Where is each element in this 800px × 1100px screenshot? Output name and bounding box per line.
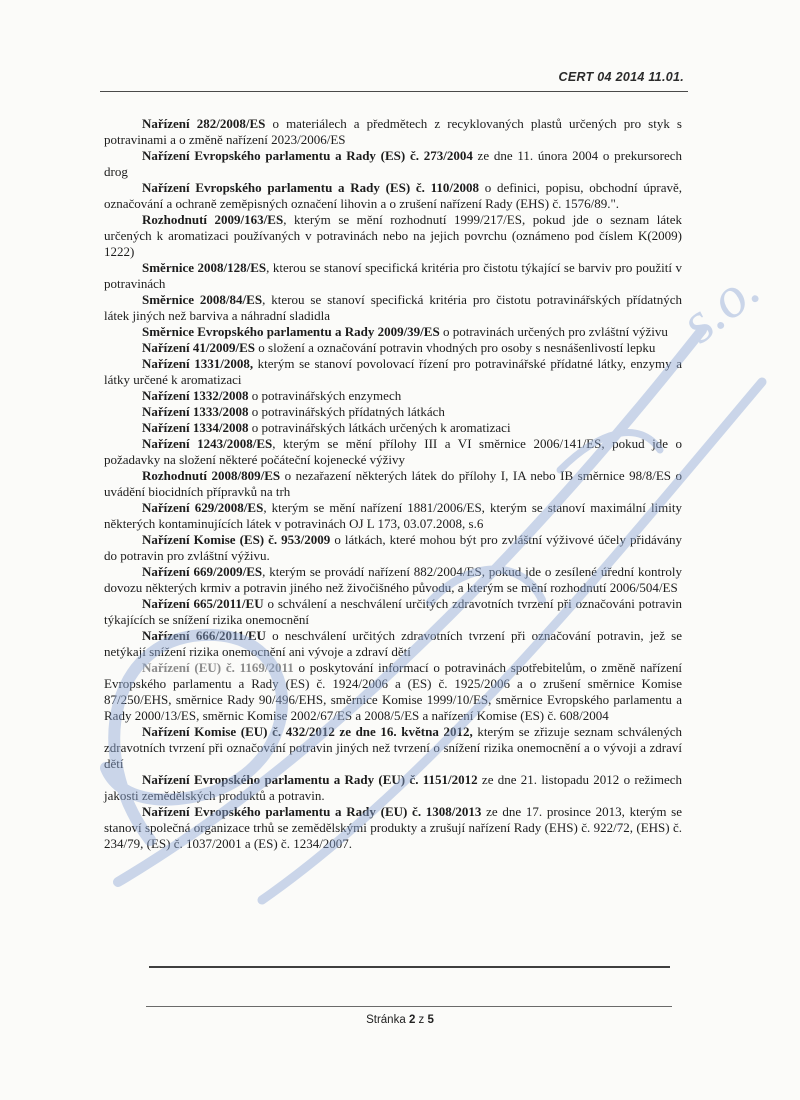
footer-total-pages: 5 [427, 1014, 434, 1026]
regulation-paragraph [104, 340, 682, 356]
regulation-ref: Směrnice Evropského parlamentu a Rady 2009/39/ES [142, 324, 440, 339]
regulation-text: , kterým se provádí nařízení 882/2004/ES, pokud jde o zesílené úřední kontroly dovozu některých krmiv a potravin jiného než živočišného původu, a kterým se mění rozhodnutí 2006/504/ES [104, 564, 682, 595]
regulation-text: o potravinách určených pro zvláštní výživu [439, 324, 668, 339]
regulation-paragraph [104, 804, 682, 852]
stamp-text-fragment: s.o. [667, 254, 772, 356]
regulation-paragraph [104, 724, 682, 772]
regulation-text: o potravinářských látkách určených k aromatizaci [248, 420, 511, 435]
regulation-text: ze dne 17. prosince 2013, kterým se stanoví společná organizace trhů se zemědělskými produkty a zrušují nařízení Rady (EHS) č. 922/72, (EHS) č. 234/79, (ES) č. 1037/2001 a (ES) č. 1234/2007. [104, 804, 682, 851]
regulation-paragraph [104, 596, 682, 628]
regulation-ref: Rozhodnutí 2009/163/ES [142, 212, 284, 227]
regulation-ref: Nařízení 41/2009/ES [142, 340, 256, 355]
regulation-ref: Nařízení 1334/2008 [142, 420, 249, 435]
regulation-paragraph [104, 292, 682, 324]
regulation-paragraph [104, 212, 682, 260]
regulation-paragraph [104, 532, 682, 564]
header-doc-code: CERT 04 2014 11.01. [558, 70, 684, 84]
regulation-text: o potravinářských přídatných látkách [248, 404, 445, 419]
regulation-text: , kterým se mění nařízení 1881/2006/ES, kterým se stanoví maximální limity některých kontaminujících látek v potravinách OJ L 173, 03.07.2008, s.6 [104, 500, 683, 531]
page-footer [0, 1014, 800, 1026]
regulation-text: o složení a označování potravin vhodných pro osoby s nesnášenlivostí lepku [255, 340, 656, 355]
regulation-paragraph [104, 260, 682, 292]
regulation-ref: Nařízení 1332/2008 [142, 388, 249, 403]
regulation-text: ze dne 21. listopadu 2012 o režimech jakosti zemědělských produktů a potravin. [104, 772, 682, 803]
regulation-text: o látkách, které mohou být pro zvláštní výživové účely přidávány do potravin pro zvláštní výživu. [104, 532, 682, 563]
regulation-paragraph [104, 116, 682, 148]
regulation-ref: Nařízení 1331/2008, [142, 356, 254, 371]
regulation-paragraph [104, 420, 682, 436]
regulation-ref: Nařízení Komise (ES) č. 953/2009 [142, 532, 331, 547]
regulation-text: o neschválení určitých zdravotních tvrzení při označování potravin, jež se netýkají snížení rizika onemocnění ani vývoje a zdraví dětí [104, 628, 682, 659]
regulation-ref: Nařízení 1243/2008/ES [142, 436, 273, 451]
regulation-text: o schválení a neschválení určitých zdravotních tvrzení při označováni potravin týkajících se snížení rizika onemocnění [104, 596, 683, 627]
footer-separator: z [418, 1014, 425, 1026]
regulation-text: o potravinářských enzymech [248, 388, 402, 403]
regulation-paragraph [104, 180, 682, 212]
regulation-paragraph [104, 628, 682, 660]
regulation-text: o definici, popisu, obchodní úpravě, označování a ochraně zeměpisných označení lihovin a o zrušení nařízení Rady (EHS) č. 1576/89.". [104, 180, 682, 211]
regulation-text: ze dne 11. února 2004 o prekursorech drog [104, 148, 682, 179]
regulation-paragraph [104, 660, 682, 724]
regulation-ref: Nařízení (EU) č. 1169/2011 [142, 660, 294, 675]
regulation-ref: Směrnice 2008/128/ES [142, 260, 267, 275]
regulation-paragraph [104, 436, 682, 468]
header-rule [100, 91, 688, 92]
regulation-text: kterým se stanoví povolovací řízení pro potravinářské přídatné látky, enzymy a látky určené k aromatizaci [104, 356, 682, 387]
regulation-text: , kterým se mění přílohy III a VI směrnice 2006/141/ES, pokud jde o požadavky na složení některé počáteční kojenecké výživy [104, 436, 683, 467]
regulation-text: kterým se zřizuje seznam schválených zdravotních tvrzení při označování potravin jiných než tvrzení o snížení rizika onemocnění a o vývoji a zdraví dětí [104, 724, 682, 771]
regulation-text: , kterou se stanoví specifická kritéria pro čistotu týkající se barviv pro použití v potravinách [104, 260, 682, 291]
regulation-ref: Nařízení Evropského parlamentu a Rady (ES) č. 110/2008 [142, 180, 480, 195]
regulation-text: , kterou se stanoví specifická kritéria pro čistotu potravinářských přídatných látek jiných než barviva a náhradní sladidla [104, 292, 683, 323]
regulation-text: o nezařazení některých látek do přílohy I, IA nebo IB směrnice 98/8/ES o uvádění biocidních přípravků na trh [104, 468, 682, 499]
regulation-ref: Nařízení Evropského parlamentu a Rady (EU) č. 1151/2012 [142, 772, 478, 787]
regulation-ref: Nařízení 666/2011/EU [142, 628, 266, 643]
regulation-paragraph [104, 500, 682, 532]
regulation-paragraph [104, 468, 682, 500]
regulation-ref: Rozhodnutí 2008/809/ES [142, 468, 281, 483]
regulation-paragraph [104, 148, 682, 180]
document-body [104, 116, 682, 852]
regulation-ref: Nařízení Evropského parlamentu a Rady (ES) č. 273/2004 [142, 148, 473, 163]
regulation-paragraph [104, 388, 682, 404]
regulation-text: , kterým se mění rozhodnutí 1999/217/ES, pokud jde o seznam látek určených k aromatizaci používaných v potravinách nebo na jejich povrchu (oznámeno pod číslem K(2009) 1222) [104, 212, 682, 259]
regulation-paragraph [104, 324, 682, 340]
regulation-paragraph [104, 404, 682, 420]
regulation-paragraph [104, 772, 682, 804]
regulation-paragraph [104, 564, 682, 596]
regulation-paragraph [104, 356, 682, 388]
regulation-ref: Nařízení 1333/2008 [142, 404, 249, 419]
regulation-ref: Nařízení Komise (EU) č. 432/2012 ze dne 16. května 2012, [142, 724, 473, 739]
regulation-text: o poskytování informací o potravinách spotřebitelům, o změně nařízení Evropského parlamentu a Rady (ES) č. 1924/2006 a (ES) č. 1925/2006 a o zrušení směrnice Komise 87/250/EHS, směrnice Rady 90/496/EHS, směrnice Komise 1999/10/ES, směrnice Evropského parlamentu a Rady 2000/13/ES, směrnic Komise 2002/67/ES a 2008/5/ES a nařízení Komise (ES) č. 608/2004 [104, 660, 682, 723]
regulation-ref: Nařízení 665/2011/EU [142, 596, 264, 611]
regulation-ref: Nařízení 282/2008/ES [142, 116, 266, 131]
footer-page-number: 2 [408, 1014, 416, 1026]
footer-page-label: Stránka [366, 1014, 406, 1026]
regulation-ref: Nařízení 669/2009/ES [142, 564, 263, 579]
regulation-ref: Nařízení 629/2008/ES [142, 500, 264, 515]
regulation-text: o materiálech a předmětech z recyklovaných plastů určených pro styk s potravinami a o změně nařízení 2023/2006/ES [104, 116, 682, 147]
footer-rule [146, 1006, 672, 1007]
regulation-ref: Směrnice 2008/84/ES [142, 292, 263, 307]
regulation-ref: Nařízení Evropského parlamentu a Rady (EU) č. 1308/2013 [142, 804, 482, 819]
document-end-rule [149, 966, 670, 968]
